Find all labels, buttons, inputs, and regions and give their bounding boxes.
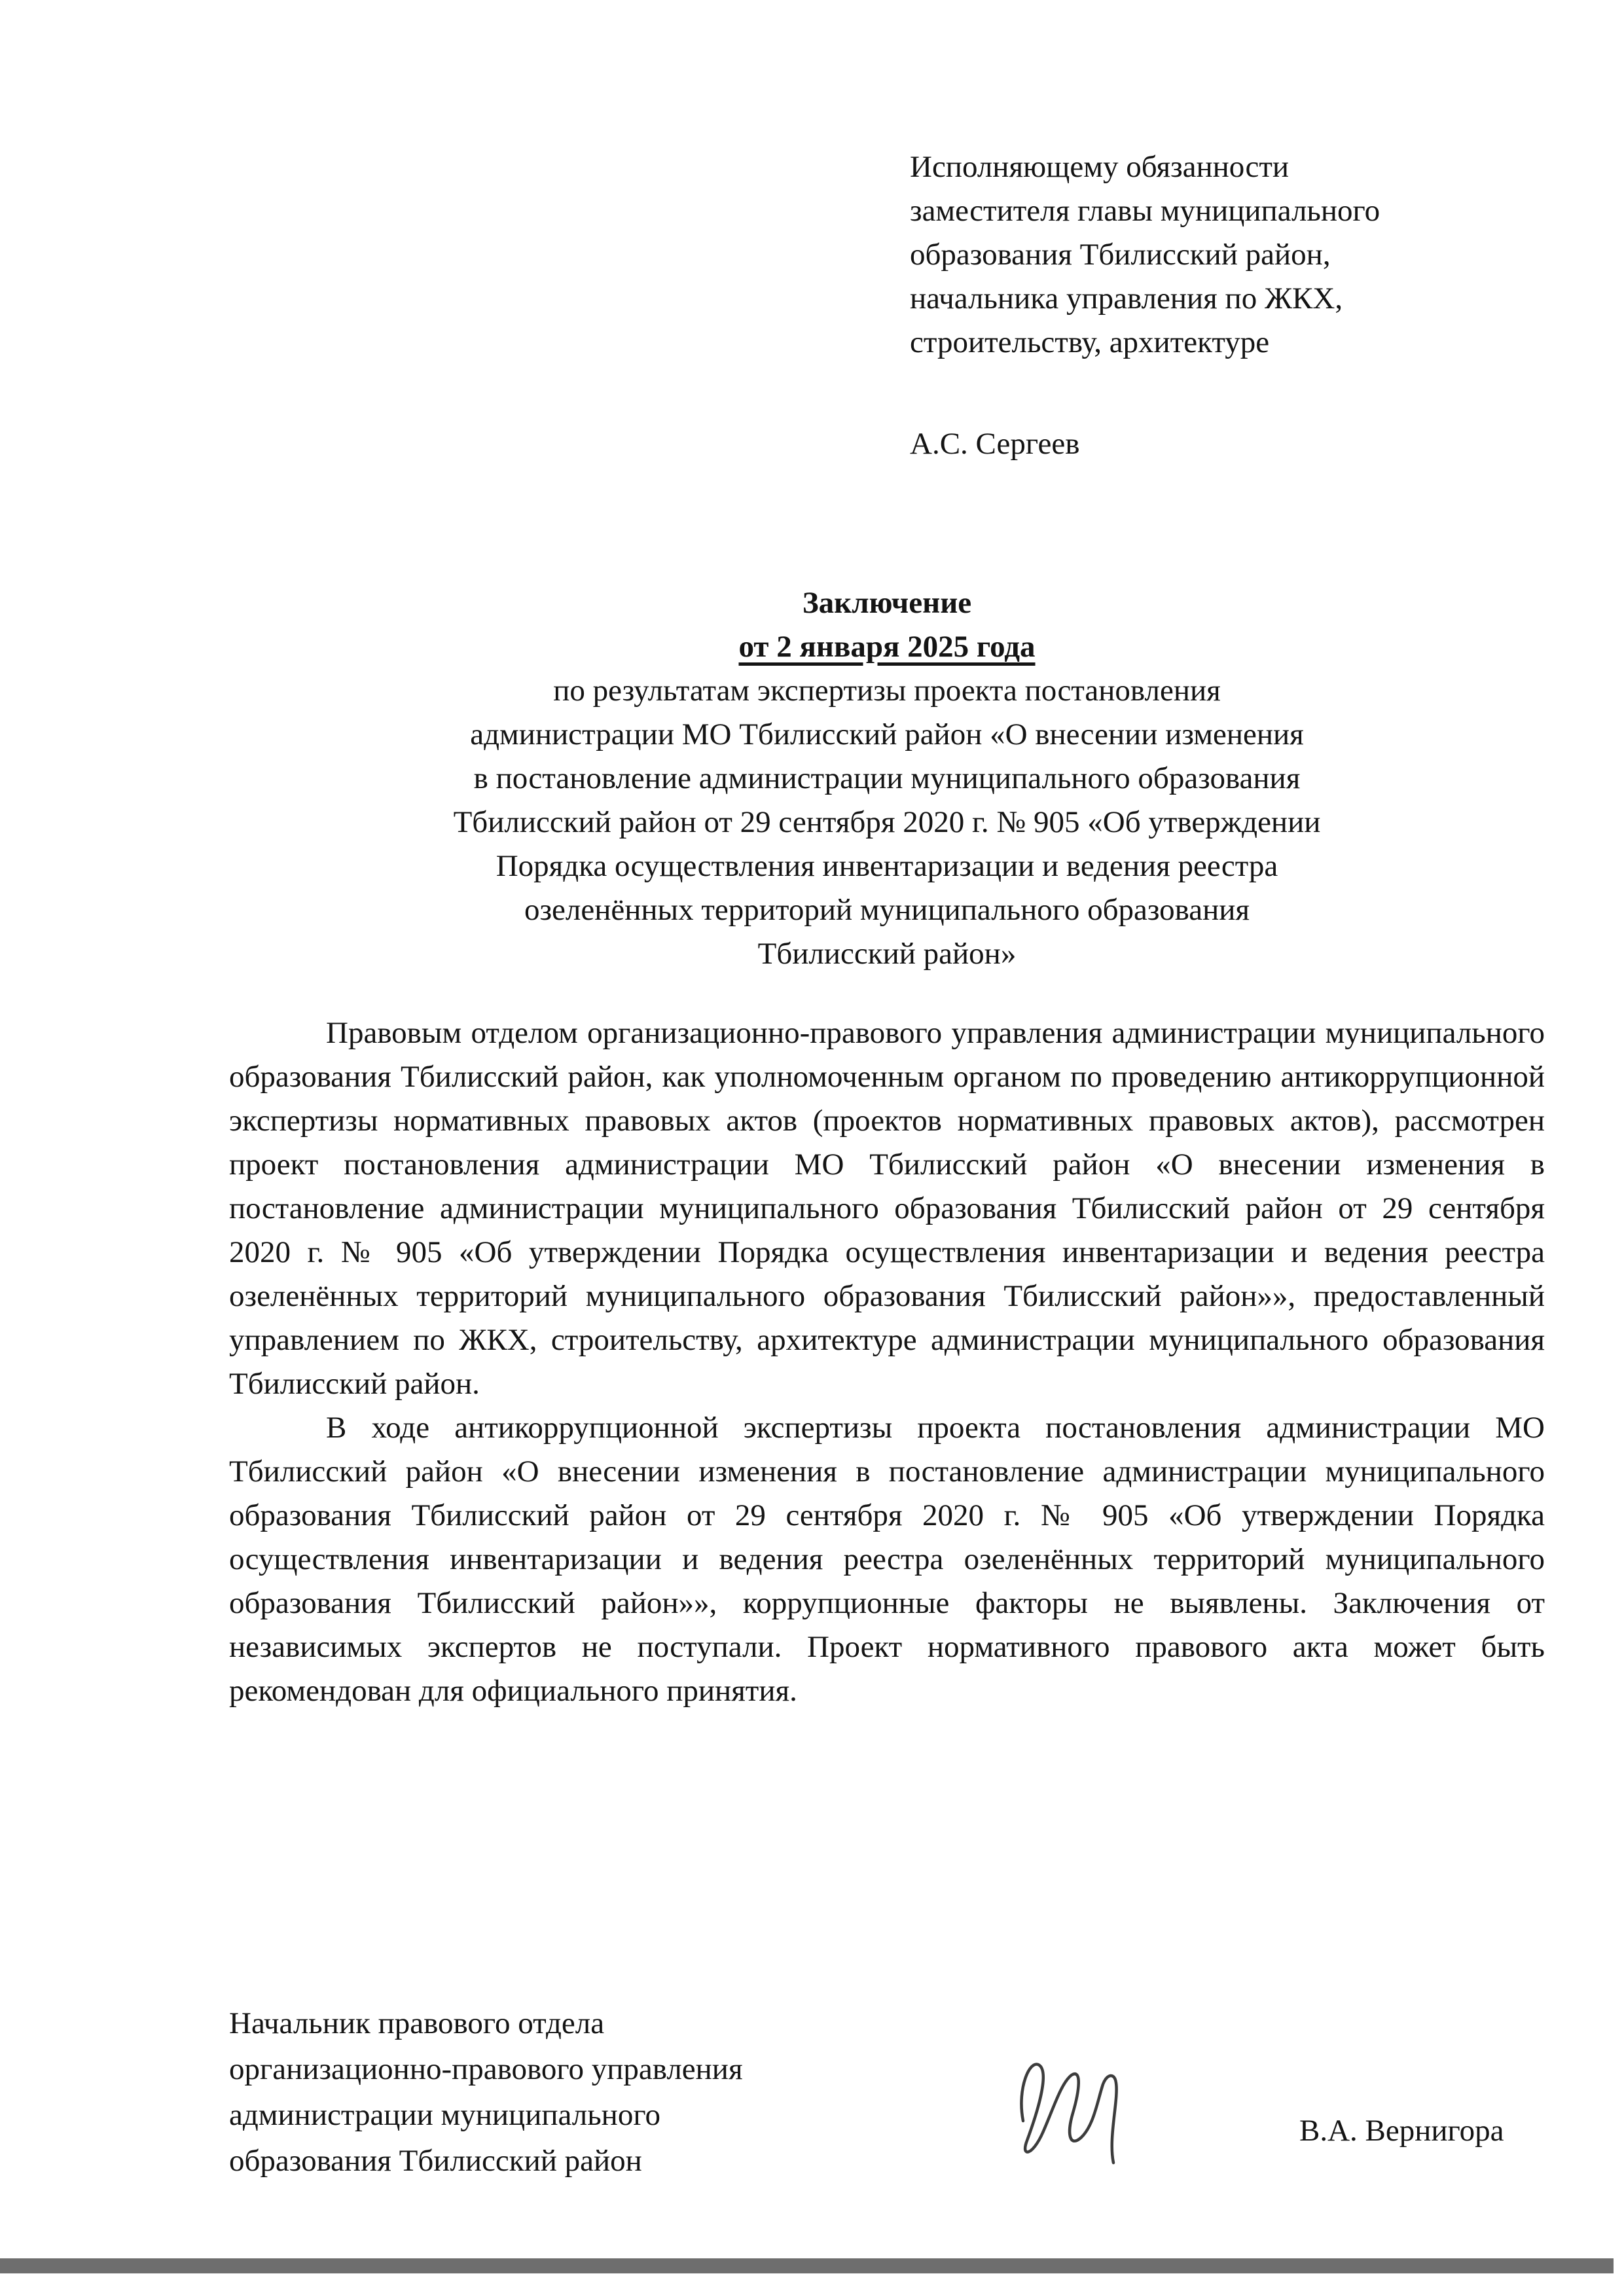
- heading-title: Заключение: [802, 586, 972, 620]
- addressee-name: А.С. Сергеев: [910, 427, 1080, 461]
- addressee-block: [910, 145, 1420, 365]
- addressee-line: Исполняющему обязанности: [910, 150, 1290, 184]
- addressee-line: образования Тбилисский район,: [910, 238, 1331, 272]
- heading-subtitle-line: по результатам экспертизы проекта постановления: [553, 674, 1221, 708]
- body-paragraph-2: В ходе антикоррупционной экспертизы проекта постановления администрации МО Тбилисский район «О внесении изменения в постановление администрации муниципального образования Тбилисский район от 29 сентября 2020 г. № 905 «Об утверждении Порядка осуществления инвентаризации и ведения реестра озеленённых территорий муниципального образования Тбилисский район»», коррупционные факторы не выявлены. Заключения от независимых экспертов не поступали. Проект нормативного правового акта может быть рекомендован для официального принятия.: [229, 1411, 1545, 1708]
- addressee-line: начальника управления по ЖКХ,: [910, 281, 1343, 316]
- heading-subtitle-line: в постановление администрации муниципального образования: [473, 761, 1301, 795]
- signatory-name: В.А. Вернигора: [1299, 2114, 1504, 2148]
- signatory-position-block: [229, 2000, 949, 2184]
- body-paragraph-1: Правовым отделом организационно-правового управления администрации муниципального образования Тбилисский район, как уполномоченным органом по проведению антикоррупционной экспертизы нормативных правовых актов (проектов нормативных правовых актов), рассмотрен проект постановления администрации МО Тбилисский район «О внесении изменения в постановление администрации муниципального образования Тбилисский район от 29 сентября 2020 г. № 905 «Об утверждении Порядка осуществления инвентаризации и ведения реестра озеленённых территорий муниципального образования Тбилисский район»», предоставленный управлением по ЖКХ, строительству, архитектуре администрации муниципального образования Тбилисский район.: [229, 1016, 1545, 1401]
- signatory-position-line: администрации муниципального: [229, 2098, 660, 2132]
- heading-subtitle-line: Порядка осуществления инвентаризации и ведения реестра: [496, 849, 1278, 883]
- signatory-position-line: Начальник правового отдела: [229, 2006, 605, 2040]
- signatory-position-line: образования Тбилисский район: [229, 2144, 642, 2178]
- addressee-line: заместителя главы муниципального: [910, 194, 1380, 228]
- heading-subtitle-line: Тбилисский район от 29 сентября 2020 г. № 905 «Об утверждении: [453, 805, 1321, 839]
- scan-artifact-bar: [0, 2258, 1614, 2273]
- heading-subtitle-line: администрации МО Тбилисский район «О внесении изменения: [470, 717, 1304, 751]
- handwritten-signature: [998, 2023, 1142, 2180]
- heading-subtitle-line: Тбилисский район»: [757, 937, 1017, 971]
- addressee-line: строительству, архитектуре: [910, 325, 1270, 359]
- document-heading: [229, 581, 1545, 976]
- signatory-position-line: организационно-правового управления: [229, 2052, 743, 2086]
- document-body: [229, 1011, 1545, 1713]
- heading-date: от 2 января 2025 года: [738, 630, 1036, 664]
- heading-date-row: [229, 625, 1545, 669]
- heading-subtitle-line: озеленённых территорий муниципального образования: [524, 893, 1250, 927]
